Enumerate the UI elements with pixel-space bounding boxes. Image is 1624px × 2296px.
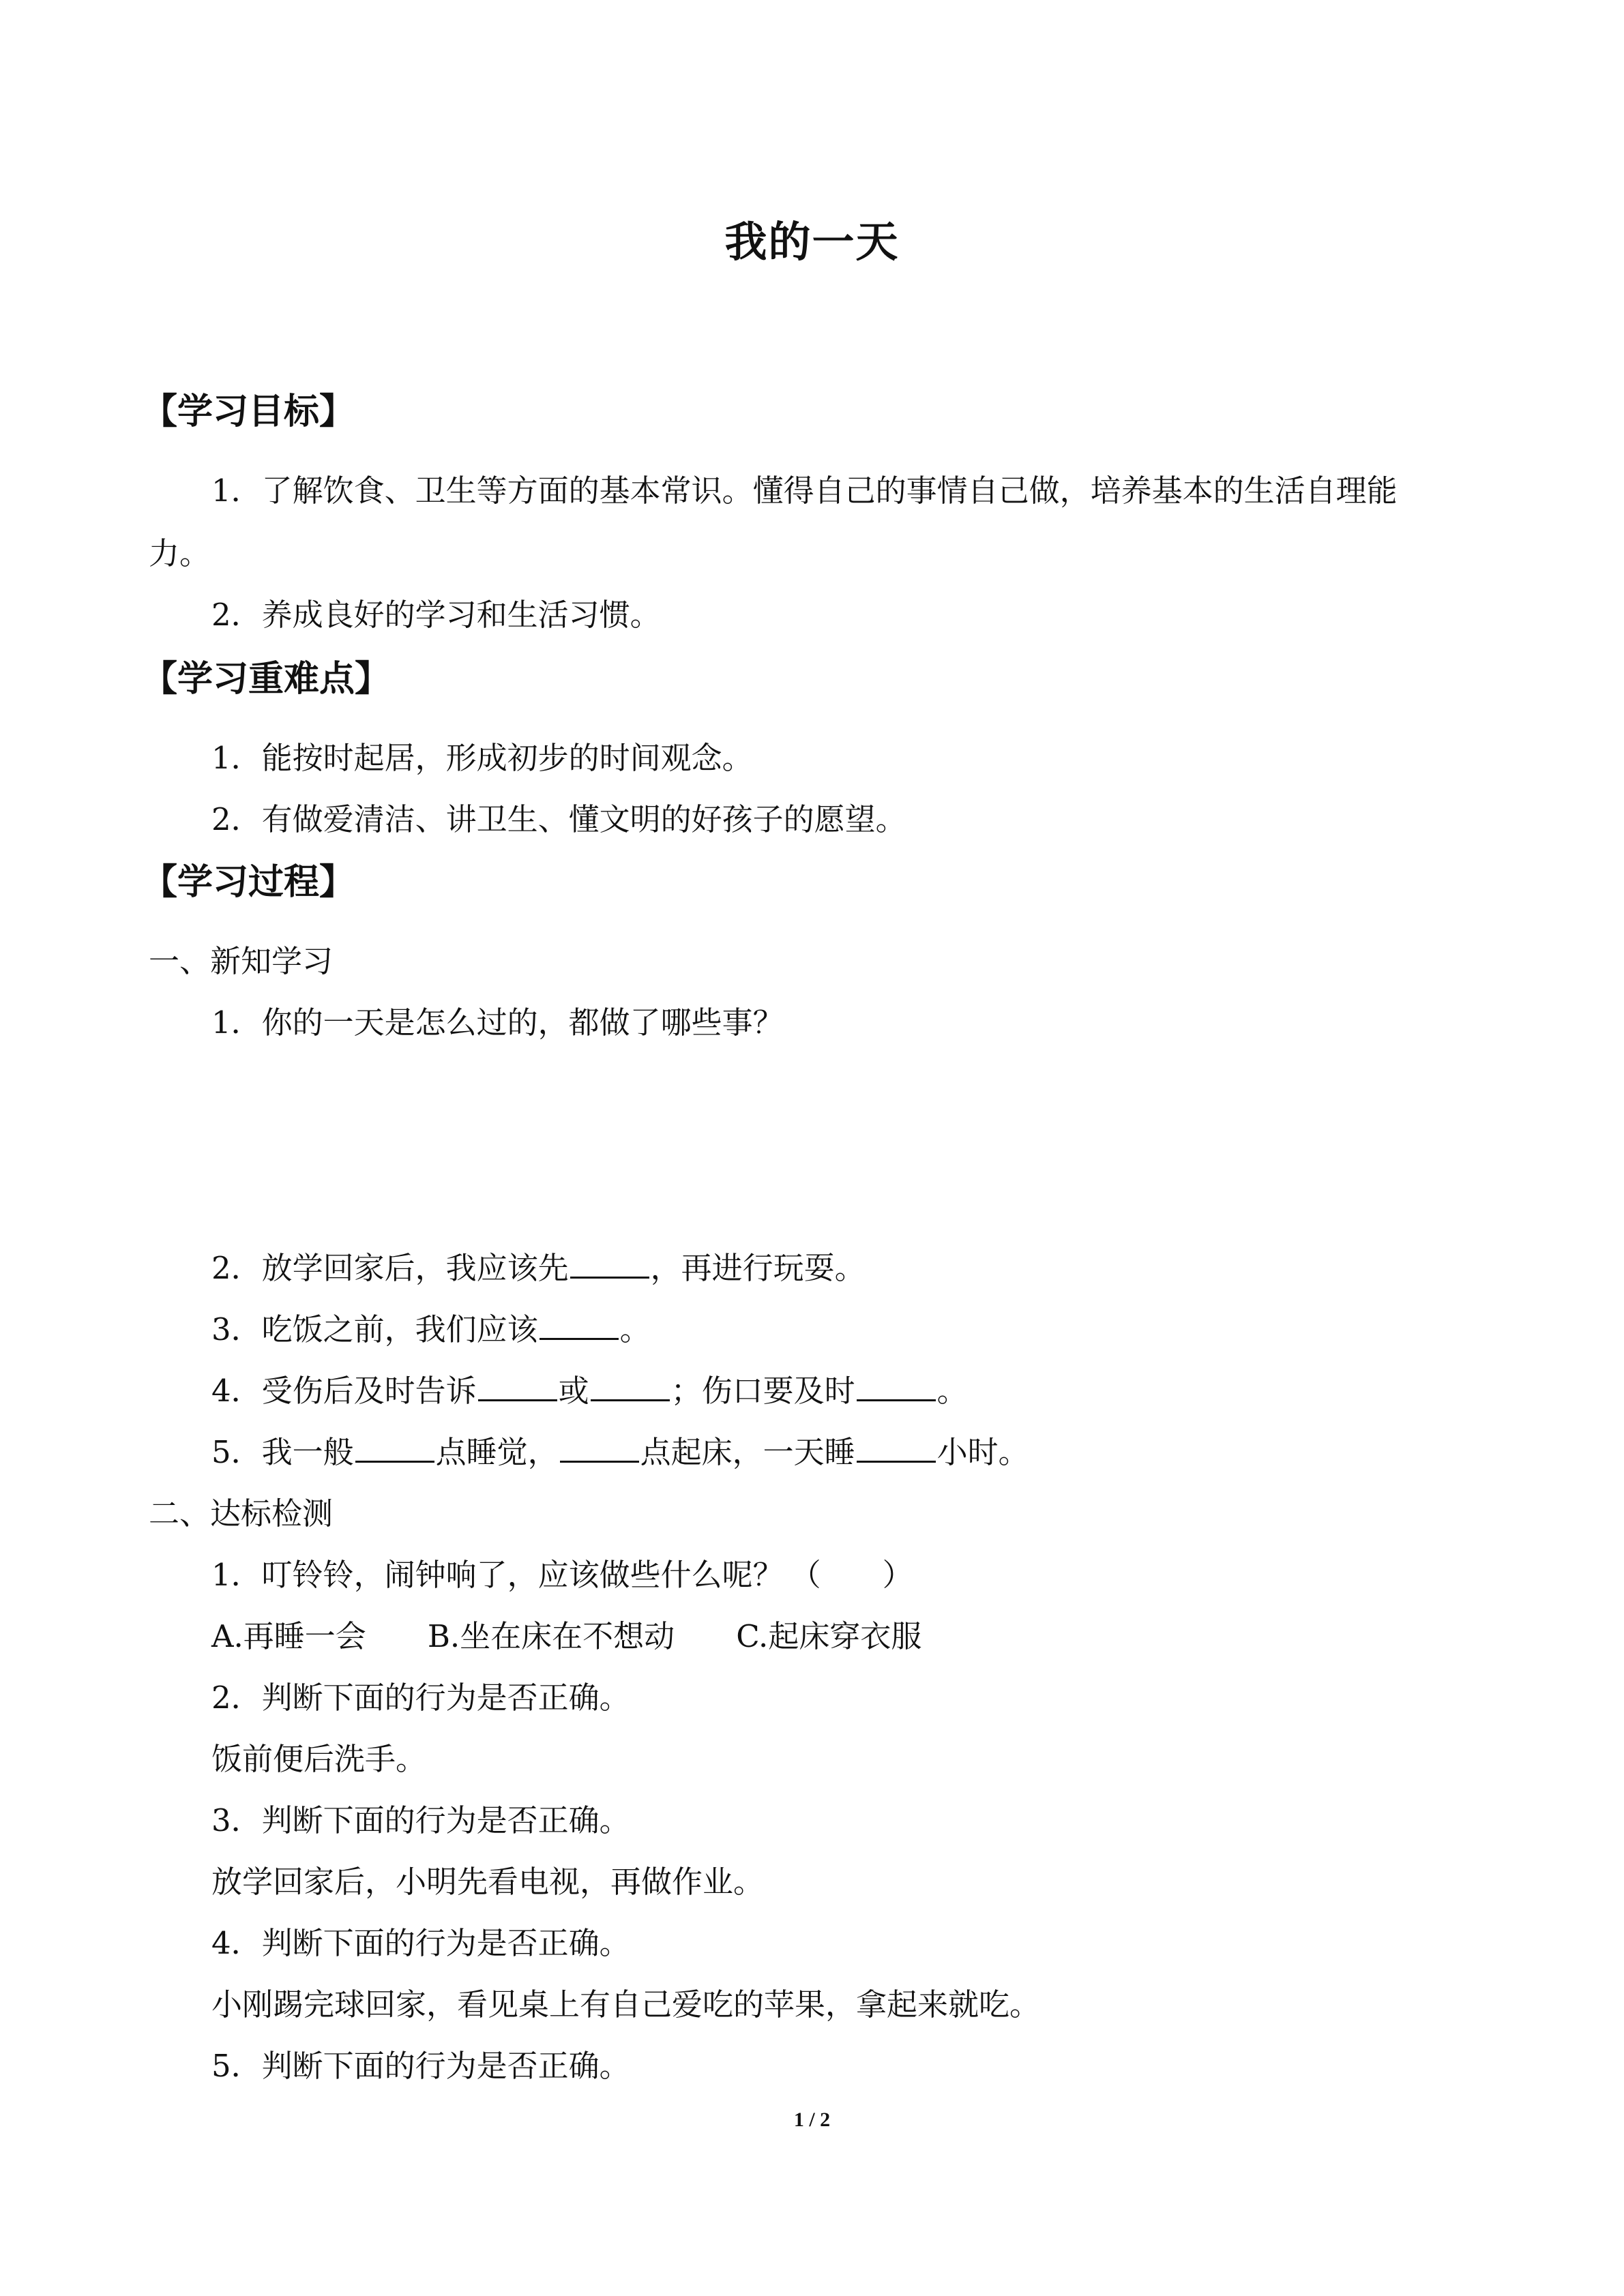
q5-blank-1[interactable]	[355, 1433, 434, 1463]
part1-q3	[211, 1309, 651, 1350]
part2-title: 二、达标检测	[149, 1495, 334, 1532]
part1-q4	[211, 1371, 968, 1412]
option-c[interactable]: C.起床穿衣服	[736, 1618, 922, 1654]
key-point-1: 1．能按时起居，形成初步的时间观念。	[211, 740, 753, 776]
q4-text-b: 或	[558, 1373, 589, 1409]
part2-q1	[211, 1555, 913, 1596]
q2-blank[interactable]	[570, 1249, 649, 1279]
part2-q1-options	[211, 1616, 983, 1657]
key-point-2: 2．有做爱清洁、讲卫生、懂文明的好孩子的愿望。	[211, 801, 906, 837]
part2-q4: 4．判断下面的行为是否正确。	[211, 1925, 630, 1961]
q4-text-d: 。	[936, 1373, 968, 1409]
option-b[interactable]: B.坐在床在不想动	[427, 1618, 675, 1654]
part2-q1-text: 1．叮铃铃，闹钟响了，应该做些什么呢？	[211, 1557, 784, 1593]
q4-text-a: 4．受伤后及时告诉	[211, 1373, 477, 1409]
part1-q5	[211, 1432, 1029, 1473]
q4-blank-2[interactable]	[591, 1372, 670, 1401]
heading-key-points: 【学习重难点】	[142, 658, 391, 700]
q2-text-b: ，再进行玩耍。	[650, 1250, 866, 1286]
heading-process: 【学习过程】	[142, 861, 355, 903]
q5-text-a: 5．我一般	[211, 1434, 354, 1470]
page-title: 我的一天	[724, 217, 900, 267]
part2-q3: 3．判断下面的行为是否正确。	[211, 1802, 630, 1838]
option-a[interactable]: A.再睡一会	[211, 1618, 366, 1654]
q5-text-d: 小时。	[936, 1434, 1029, 1470]
q5-blank-2[interactable]	[560, 1433, 639, 1463]
q4-blank-3[interactable]	[857, 1372, 936, 1401]
page-number: 1 / 2	[793, 2108, 831, 2131]
q5-text-b: 点睡觉，	[435, 1434, 559, 1470]
q3-blank[interactable]	[540, 1311, 619, 1340]
answer-paren[interactable]: （ ）	[790, 1557, 913, 1593]
part1-q2	[211, 1248, 866, 1289]
part2-q3-text: 放学回家后，小明先看电视，再做作业。	[211, 1864, 765, 1900]
q4-text-c: ；伤口要及时	[670, 1373, 855, 1409]
part1-q1: 1．你的一天是怎么过的，都做了哪些事？	[211, 1004, 784, 1041]
q4-blank-1[interactable]	[478, 1372, 557, 1401]
q3-text-b: 。	[619, 1311, 651, 1347]
goal-item-1-line-1: 1．了解饮食、卫生等方面的基本常识。懂得自己的事情自己做，培养基本的生活自理能	[211, 473, 1398, 509]
q5-blank-3[interactable]	[857, 1433, 936, 1463]
goal-item-1-line-2: 力。	[149, 535, 211, 571]
part2-q2: 2．判断下面的行为是否正确。	[211, 1680, 630, 1716]
q3-text-a: 3．吃饭之前，我们应该	[211, 1311, 538, 1347]
q5-text-c: 点起床，一天睡	[640, 1434, 855, 1470]
heading-goals: 【学习目标】	[142, 391, 355, 432]
part1-title: 一、新知学习	[149, 943, 334, 979]
q2-text-a: 2．放学回家后，我应该先	[211, 1250, 569, 1286]
part2-q4-text: 小刚踢完球回家，看见桌上有自己爱吃的苹果，拿起来就吃。	[211, 1986, 1041, 2023]
part2-q5: 5．判断下面的行为是否正确。	[211, 2048, 630, 2084]
part2-q2-text: 饭前便后洗手。	[211, 1741, 427, 1777]
goal-item-2: 2．养成良好的学习和生活习惯。	[211, 597, 661, 633]
